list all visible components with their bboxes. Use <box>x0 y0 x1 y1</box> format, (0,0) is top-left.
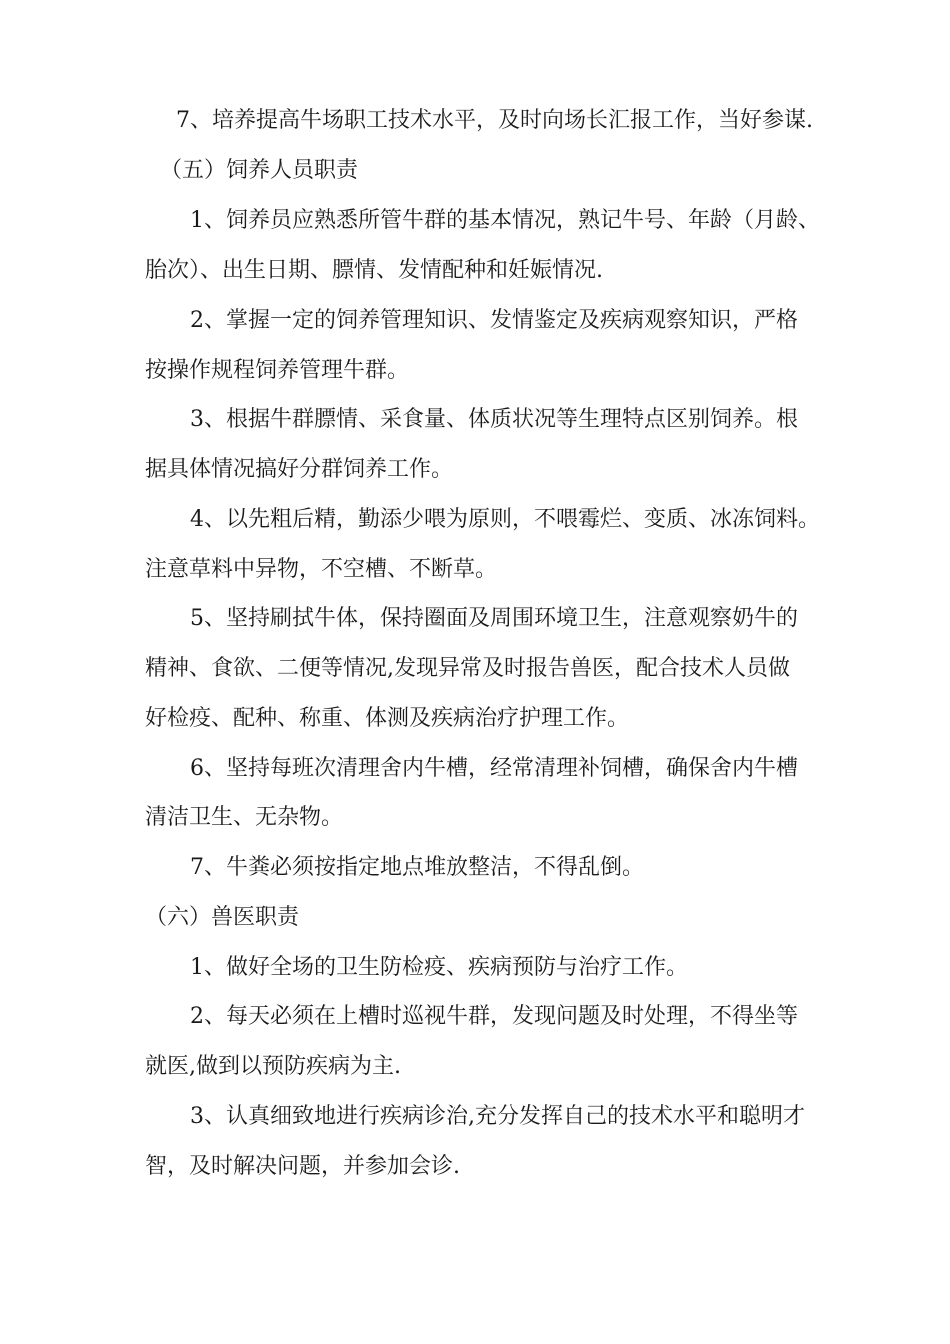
paragraph-line: 2、掌握一定的饲养管理知识、发情鉴定及疾病观察知识，严格 <box>190 308 798 333</box>
paragraph-line: 7、培养提高牛场职工技术水平，及时向场长汇报工作，当好参谋. <box>176 108 813 133</box>
paragraph-line: 1、做好全场的卫生防检疫、疾病预防与治疗工作。 <box>190 955 688 980</box>
paragraph-line: 5、坚持刷拭牛体，保持圈面及周围环境卫生，注意观察奶牛的 <box>190 606 798 631</box>
paragraph-line: 就医,做到以预防疾病为主. <box>145 1054 401 1079</box>
paragraph-line: 精神、食欲、二便等情况,发现异常及时报告兽医，配合技术人员做 <box>145 656 790 681</box>
paragraph-line: 1、饲养员应熟悉所管牛群的基本情况，熟记牛号、年龄（月龄、 <box>190 208 820 233</box>
paragraph-line: 3、认真细致地进行疾病诊治,充分发挥自己的技术水平和聪明才 <box>190 1104 805 1129</box>
paragraph-line: 3、根据牛群膘情、采食量、体质状况等生理特点区别饲养。根 <box>190 407 798 432</box>
paragraph-line: 智，及时解决问题，并参加会诊. <box>145 1154 460 1179</box>
paragraph-line: 6、坚持每班次清理舍内牛槽，经常清理补饲槽，确保舍内牛槽 <box>190 756 798 781</box>
paragraph-line: 注意草料中异物，不空槽、不断草。 <box>145 557 498 582</box>
paragraph-line: 好检疫、配种、称重、体测及疾病治疗护理工作。 <box>145 706 630 731</box>
paragraph-line: 清洁卫生、无杂物。 <box>145 805 344 830</box>
paragraph-line: 胎次）、出生日期、膘情、发情配种和妊娠情况. <box>145 258 603 283</box>
paragraph-line: 4、以先粗后精，勤添少喂为原则，不喂霉烂、变质、冰冻饲料。 <box>190 507 820 532</box>
paragraph-line: 2、每天必须在上槽时巡视牛群，发现问题及时处理，不得坐等 <box>190 1004 798 1029</box>
paragraph-line: 据具体情况搞好分群饲养工作。 <box>145 457 454 482</box>
section-heading-veterinarian: （六）兽医职责 <box>145 905 300 930</box>
section-heading-feeding-staff: （五）饲养人员职责 <box>160 158 359 183</box>
paragraph-line: 按操作规程饲养管理牛群。 <box>145 358 410 383</box>
paragraph-line: 7、牛粪必须按指定地点堆放整洁，不得乱倒。 <box>190 855 644 880</box>
